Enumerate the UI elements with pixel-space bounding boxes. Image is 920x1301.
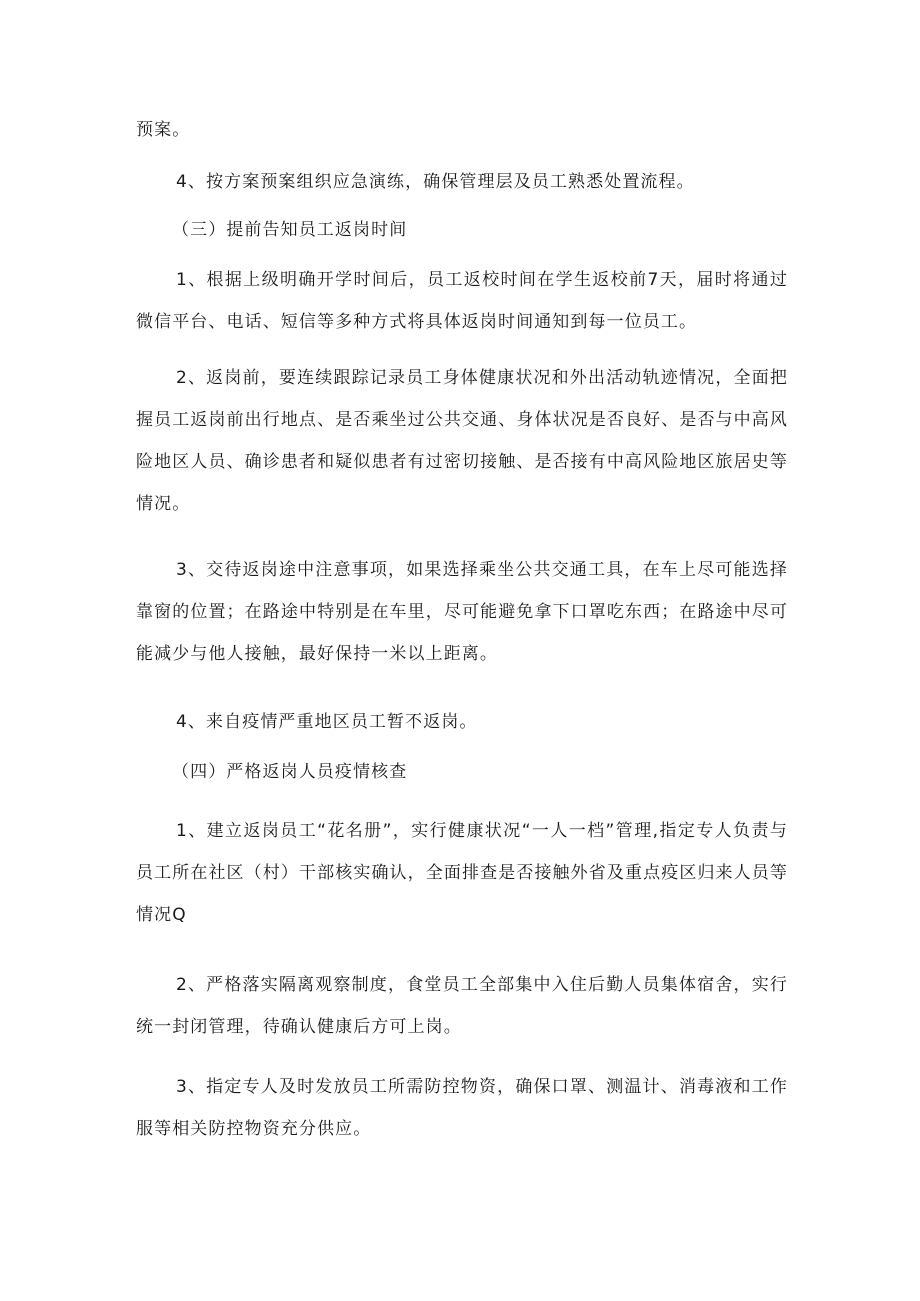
section-heading-4: （四）严格返岗人员疫情核查 bbox=[172, 762, 408, 782]
paragraph-item: 3、交待返岗途中注意事项，如果选择乘坐公共交通工具，在车上尽可能选择靠窗的位置；在路途中特别是在车里，尽可能避免拿下口罩吃东西；在路途中尽可能减少与他人接触，最好保持一米以上距离。 bbox=[136, 560, 788, 664]
section-heading-3: （三）提前告知员工返岗时间 bbox=[172, 220, 408, 240]
paragraph-item: 1、根据上级明确开学时间后，员工返校时间在学生返校前7天，届时将通过微信平台、电话、短信等多种方式将具体返岗时间通知到每一位员工。 bbox=[136, 270, 788, 332]
paragraph-item: 3、指定专人及时发放员工所需防控物资，确保口罩、测温计、消毒液和工作服等相关防控物资充分供应。 bbox=[136, 1077, 788, 1139]
paragraph-item: 2、严格落实隔离观察制度，食堂员工全部集中入住后勤人员集体宿舍，实行统一封闭管理，待确认健康后方可上岗。 bbox=[136, 975, 788, 1037]
paragraph-item: 1、建立返岗员工“花名册”，实行健康状况“一人一档”管理,指定专人负责与员工所在社区（村）干部核实确认，全面排查是否接触外省及重点疫区归来人员等情况Q bbox=[136, 821, 788, 925]
paragraph-item: 2、返岗前，要连续跟踪记录员工身体健康状况和外出活动轨迹情况，全面把握员工返岗前出行地点、是否乘坐过公共交通、身体状况是否良好、是否与中高风险地区人员、确诊患者和疑似患者有过密切接触、是否接有中高风险地区旅居史等情况。 bbox=[136, 368, 788, 514]
paragraph-item: 4、按方案预案组织应急演练，确保管理层及员工熟悉处置流程。 bbox=[176, 172, 695, 192]
paragraph-item: 4、来自疫情严重地区员工暂不返岗。 bbox=[176, 712, 478, 732]
paragraph-continuation: 预案。 bbox=[136, 120, 191, 140]
